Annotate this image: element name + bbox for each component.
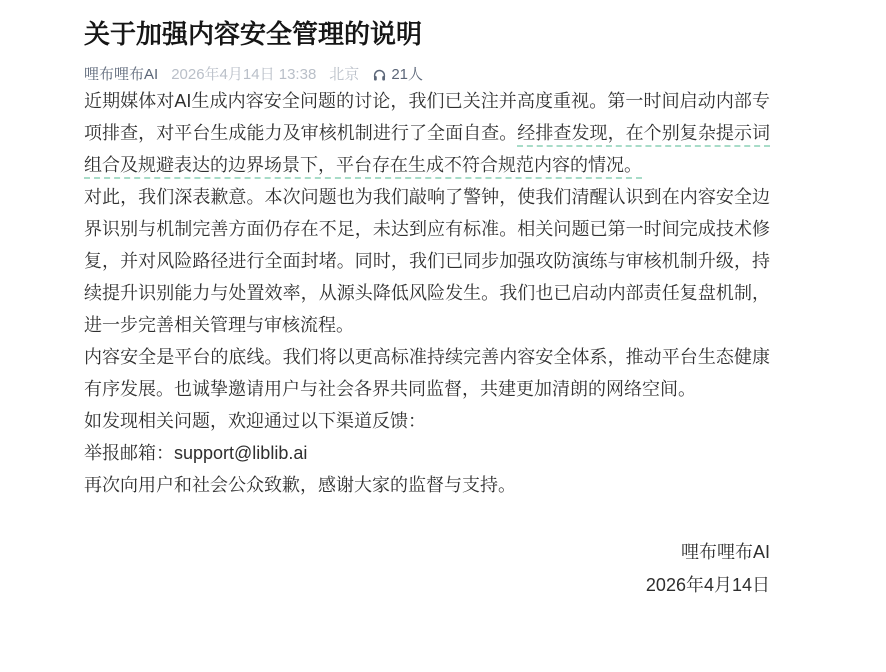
paragraph-investigation bbox=[84, 85, 770, 181]
page-title: 关于加强内容安全管理的说明 bbox=[84, 19, 423, 49]
signature-date: 2026年4月14日 bbox=[645, 575, 770, 595]
article-meta bbox=[84, 65, 770, 85]
flagged-text-dashed-underline: 经排查发现，在个别复杂提示词组合及规避表达的边界场景下，平台存在生成不符合规范内容的情况。 bbox=[84, 123, 770, 175]
listen-count-label: 21人 bbox=[391, 66, 423, 83]
listen-count bbox=[372, 65, 423, 85]
paragraph-report-channel bbox=[84, 437, 770, 469]
signature-block bbox=[84, 536, 770, 601]
publish-datetime: 2026年4月14日 13:38 bbox=[171, 66, 317, 83]
paragraph-thanks: 再次向用户和社会公众致歉，感谢大家的监督与支持。 bbox=[84, 475, 516, 495]
report-email-address: support@liblib.ai bbox=[174, 443, 308, 463]
paragraph-commitment: 内容安全是平台的底线。我们将以更高标准持续完善内容安全体系，推动平台生态健康有序发展。也诚挚邀请用户与社会各界共同监督，共建更加清朗的网络空间。 bbox=[84, 347, 770, 399]
headphones-icon bbox=[372, 68, 391, 83]
report-email-label: 举报邮箱： bbox=[84, 443, 174, 463]
publish-location: 北京 bbox=[329, 66, 360, 83]
author-name[interactable]: 哩布哩布AI bbox=[84, 66, 159, 83]
paragraph-investigation-text: 近期媒体对AI生成内容安全问题的讨论，我们已关注并高度重视。第一时间启动内部专项排查，对平台生成能力及审核机制进行了全面自查。 bbox=[84, 91, 770, 143]
paragraph-feedback-intro: 如发现相关问题，欢迎通过以下渠道反馈： bbox=[84, 411, 426, 431]
signature-name: 哩布哩布AI bbox=[680, 542, 770, 562]
paragraph-apology: 对此，我们深表歉意。本次问题也为我们敲响了警钟，使我们清醒认识到在内容安全边界识别与机制完善方面仍存在不足，未达到应有标准。相关问题已第一时间完成技术修复，并对风险路径进行全面封堵。同时，我们已同步加强攻防演练与审核机制升级，持续提升识别能力与处置效率，从源头降低风险发生。我们也已启动内部责任复盘机制，进一步完善相关管理与审核流程。 bbox=[84, 187, 770, 335]
